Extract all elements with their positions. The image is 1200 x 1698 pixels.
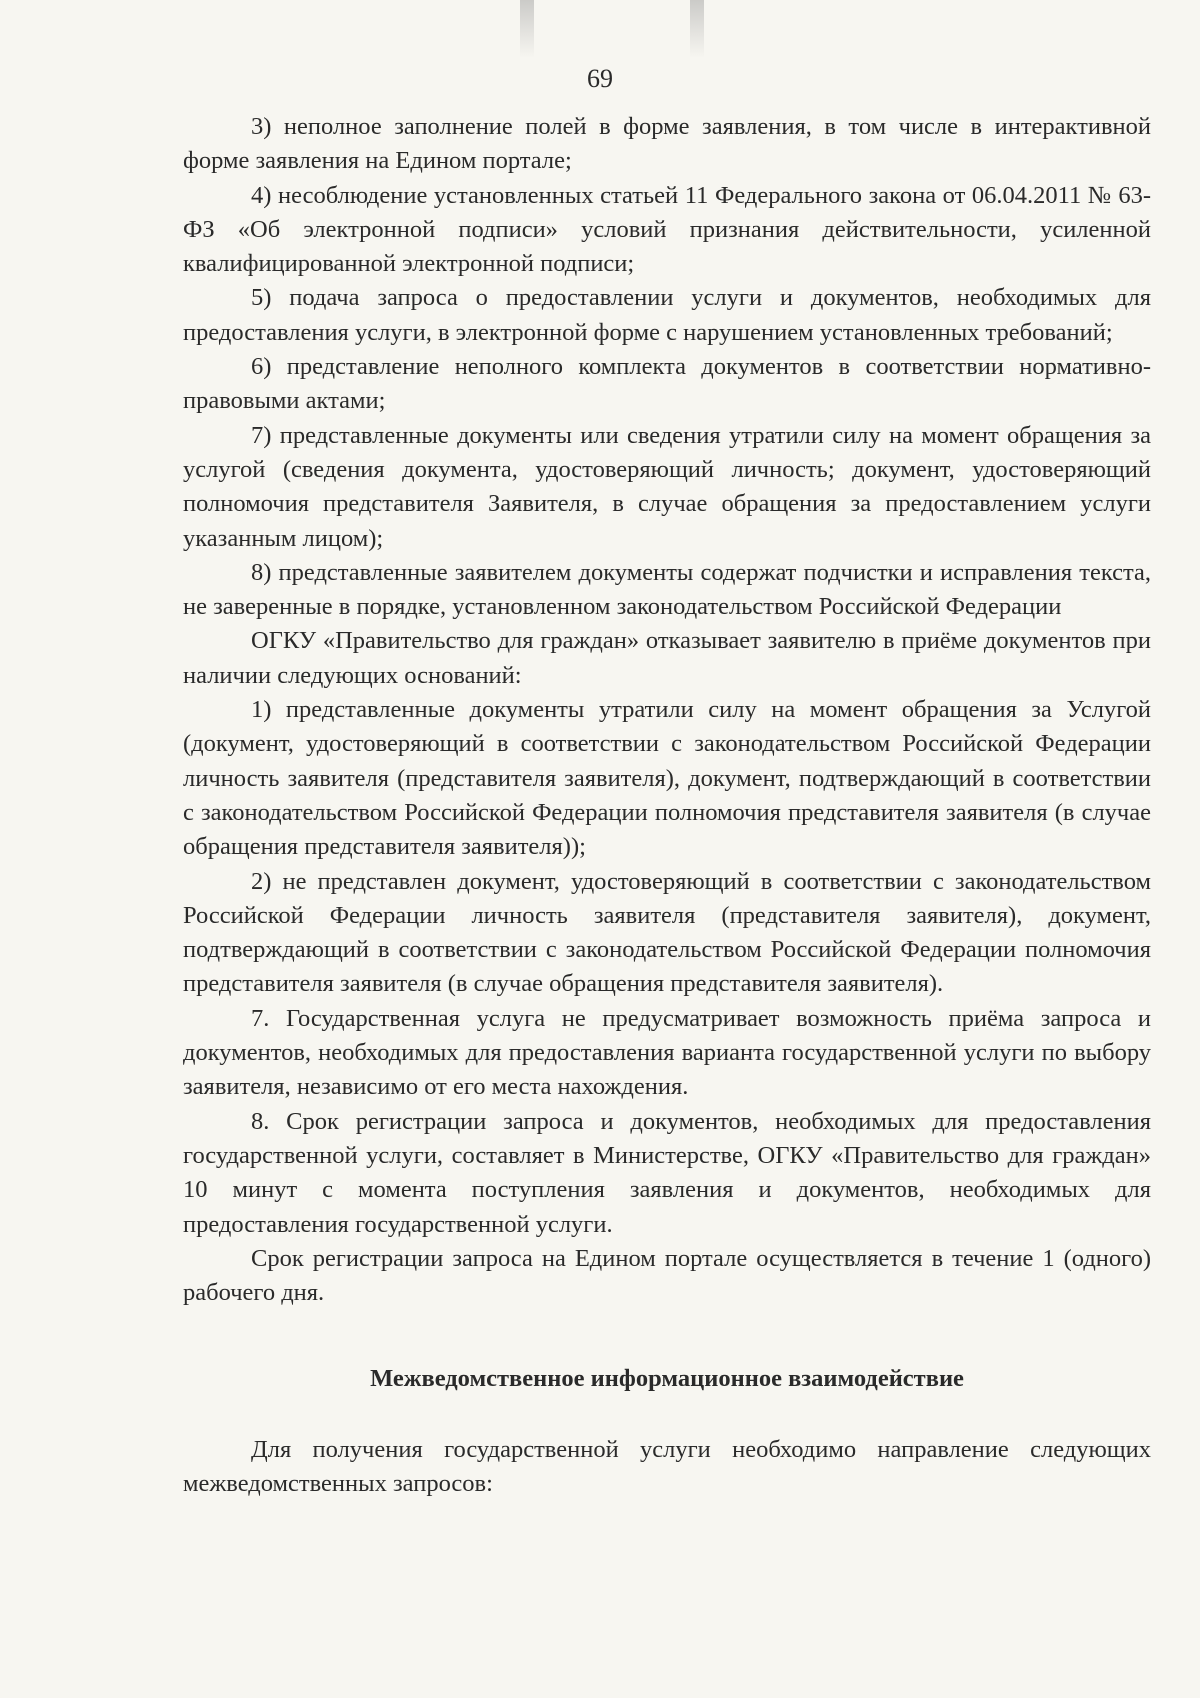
refusal-item-1: 1) представленные документы утратили силу на момент обращения за Услугой (документ, удостоверяющий в соответствии с законодательством Российской Федерации личность заявителя (представителя заявителя), документ, подтверждающий в соответствии с законодательством Российской Федерации полномочия представителя заявителя (в случае обращения представителя заявителя)); bbox=[183, 696, 1151, 861]
list-item-3-incomplete-form: 3) неполное заполнение полей в форме заявления, в том числе в интерактивной форме заявления на Едином портале; bbox=[183, 113, 1151, 175]
clause-8: 8. Срок регистрации запроса и документов, необходимых для предоставления государственной услуги, составляет в Министерстве, ОГКУ «Правительство для граждан» 10 минут с момента поступления заявления и документов, необходимых для предоставления государственной услуги. bbox=[183, 1107, 1151, 1238]
list-item-4-signature-validity: 4) несоблюдение установленных статьей 11 Федерального закона от 06.04.2011 № 63-ФЗ «Об электронной подписи» условий признания действительности, усиленной квалифицированной электронной подписи; bbox=[183, 181, 1151, 278]
list-item-5-electronic-submission: 5) подача запроса о предоставлении услуги и документов, необходимых для предоставления услуги, в электронной форме с нарушением установленных требований; bbox=[183, 284, 1151, 346]
paragraph-ogku-refusal: ОГКУ «Правительство для граждан» отказывает заявителю в приёме документов при наличии следующих оснований: bbox=[183, 627, 1151, 689]
section-heading: Межведомственное информационное взаимодействие bbox=[370, 1365, 964, 1393]
document-body bbox=[183, 110, 1151, 1501]
refusal-item-2: 2) не представлен документ, удостоверяющий в соответствии с законодательством Российской Федерации личность заявителя (представителя заявителя), документ, подтверждающий в соответствии с законодательством Российской Федерации полномочия представителя заявителя (в случае обращения представителя заявителя). bbox=[183, 867, 1151, 998]
list-item-6-incomplete-set: 6) представление неполного комплекта документов в соответствии нормативно-правовыми актами; bbox=[183, 353, 1151, 415]
list-item-8-corrections: 8) представленные заявителем документы содержат подчистки и исправления текста, не заверенные в порядке, установленном законодательством Российской Федерации bbox=[183, 558, 1151, 621]
paragraph-interagency-requests: Для получения государственной услуги необходимо направление следующих межведомственных запросов: bbox=[183, 1435, 1151, 1497]
list-item-7-expired-documents: 7) представленные документы или сведения утратили силу на момент обращения за услугой (сведения документа, удостоверяющий личность; документ, удостоверяющий полномочия представителя Заявителя, в случае обращения за предоставлением услуги указанным лицом); bbox=[183, 421, 1151, 552]
clause-7: 7. Государственная услуга не предусматривает возможность приёма запроса и документов, необходимых для предоставления варианта государственной услуги по выбору заявителя, независимо от его места нахождения. bbox=[183, 1004, 1151, 1101]
scan-artifact-left bbox=[520, 0, 534, 58]
page-number: 69 bbox=[587, 64, 613, 93]
scan-artifact-right bbox=[690, 0, 704, 58]
paragraph-portal-registration: Срок регистрации запроса на Едином портале осуществляется в течение 1 (одного) рабочего дня. bbox=[183, 1244, 1151, 1307]
